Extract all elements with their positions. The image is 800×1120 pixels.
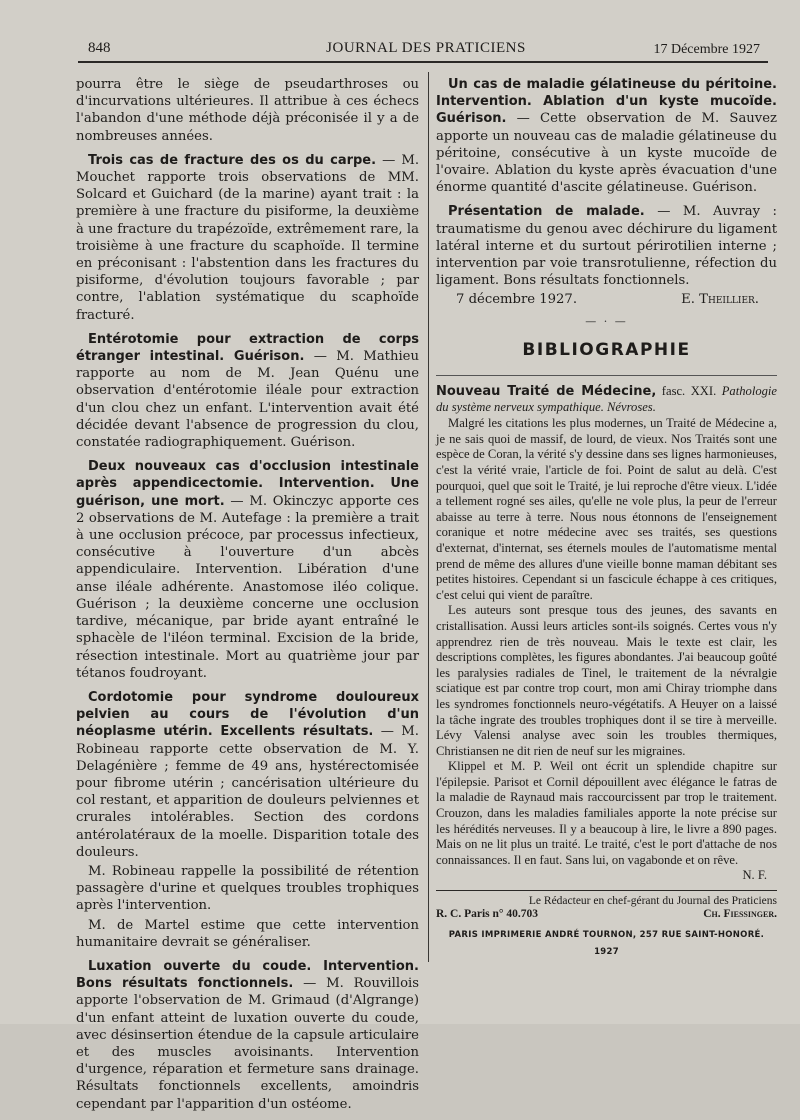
book-subject: Pathologie du système nerveux sympathique. Névroses. bbox=[436, 384, 777, 414]
right-column bbox=[436, 76, 777, 961]
article-title: Deux nouveaux cas d'occlusion intestinale après appendicectomie. Intervention. Une guérison, une mort. bbox=[76, 459, 419, 509]
article-body: — M. Mouchet rapporte trois observations de MM. Solcard et Guichard (de la marine) ayant trait : la première à une fracture du pisiforme, la deuxième à une fracture du trapézoïde, extrêmement rare, la troisième à une fracture du scaphoïde. Il termine en préconisant : l'abstention dans les fractures du pisiforme, d'évolution toujours favorable ; par contre, l'ablation systématique du scaphoïde fracturé. bbox=[76, 152, 420, 323]
article-title: Trois cas de fracture des os du carpe. bbox=[88, 152, 377, 168]
article-title: Entérotomie pour extraction de corps étranger intestinal. Guérison. bbox=[76, 331, 419, 365]
journal-title: JOURNAL DES PRATICIENS bbox=[326, 40, 526, 56]
issue-date: 17 Décembre 1927 bbox=[653, 42, 760, 57]
article-body: — M. Robineau rapporte cette observation de M. Y. Delagénière ; femme de 49 ans, hystérectomisée pour fibrome utérin ; cancérisation ultérieure du col restant, et apparition de douleurs pelviennes et crurales intolérables. Section des cordons antérolatéraux de la moelle. Disparition totale des douleurs. bbox=[76, 724, 419, 860]
report-signature bbox=[436, 291, 777, 308]
footer-registration bbox=[436, 908, 777, 921]
article-cordotomie bbox=[76, 689, 419, 861]
footer-rc: R. C. Paris n° 40.703 bbox=[436, 908, 539, 921]
review-paragraph-3: Klippel et M. P. Weil ont écrit un splendide chapitre sur l'épilepsie. Parisot et Cornil dépouillent avec élégance le fatras de la maladie de Raynaud mais raccourcissent par trop le traitement. Crouzon, dans les maladies familiales apporte la note précise sur les hérédités nerveuses. Il y a beaucoup à lire, le livre a 890 pages. Mais on ne lit plus un traité. Le traité, c'est le port d'attache de nos connaissances. Il en faut. Sans lui, on vagabonde et on rêve. bbox=[436, 759, 777, 867]
paragraph-de-martel: M. de Martel estime que cette intervention humanitaire devrait se généraliser. bbox=[76, 917, 419, 950]
bibliography-heading: BIBLIOGRAPHIE bbox=[522, 339, 691, 360]
footer-editor: Le Rédacteur en chef-gérant du Journal des Praticiens bbox=[528, 895, 777, 908]
header-rule bbox=[78, 61, 768, 63]
article-body: — M. Auvray : traumatisme du genou avec déchirure du ligament latéral interne et du surtout périrotilien interne ; intervention par voie transrotulienne, réfection du ligament. Bons résultats fonctionnels. bbox=[436, 204, 777, 289]
bibliography-rule bbox=[436, 375, 777, 376]
ornament-divider: — · — bbox=[585, 314, 628, 328]
article-title: Présentation de malade. bbox=[448, 204, 645, 220]
book-title: Nouveau Traité de Médecine, bbox=[436, 384, 657, 400]
article-presentation bbox=[436, 203, 777, 289]
article-peritoine bbox=[436, 76, 777, 196]
review-paragraph-2: Les auteurs sont presque tous des jeunes, des savants en cristallisation. Aussi leurs articles sont-ils soignés. Certes vous n'y apprendrez rien de très nouveau. Mais le texte est clair, les descriptions complètes, les figures abondantes. J'ai beaucoup goûté les paralysies radiales de Tinel, le traitement de la névralgie sciatique est par contre trop court, mon ami Chiray triomphe dans les syndromes fonctionnels neuro-végétatifs. A Heuyer on a laissé la tâche ingrate des troubles trophiques dont il se tire à merveille. Lévy Valensi analyse avec soin les troubles thermiques, Christiansen ne dit rien de neuf sur les migraines. bbox=[436, 603, 777, 758]
article-luxation bbox=[76, 958, 419, 1113]
book-review bbox=[436, 384, 777, 884]
article-title: Luxation ouverte du coude. Intervention. Bons résultats fonctionnels. bbox=[76, 958, 419, 992]
article-title: Cordotomie pour syndrome douloureux pelvien au cours de l'évolution d'un néoplasme utérin. Excellents résultats. bbox=[76, 689, 419, 740]
column-divider bbox=[428, 72, 429, 962]
article-body: — M. Okinczyc apporte ces 2 observations de M. Autefage : la première a trait à une occlusion précoce, par processus infectieux, consécutive à l'ouverture d'un abcès appendiculaire. Intervention. Libération d'une anse iléale adhérente. Anastomose iléo colique. Guérison ; la deuxième concerne une occlusion tardive, mécanique, par bride ayant entraîné le sphacèle de l'iléon terminal. Excision de la bride, résection intestinale. Mort au quatrième jour par tétanos foudroyant. bbox=[76, 493, 419, 681]
book-fascicle: fasc. XXI. bbox=[661, 384, 717, 399]
signature-date: 7 décembre 1927. bbox=[456, 292, 578, 308]
review-signature: N. F. bbox=[742, 868, 767, 883]
footer-printer: PARIS IMPRIMERIE ANDRÉ TOURNON, 257 RUE SAINT-HONORÉ. 1927 bbox=[448, 930, 765, 958]
footer-editor-name: Ch. Fiessinger. bbox=[703, 908, 777, 921]
article-title: Un cas de maladie gélatineuse du péritoine. Intervention. Ablation d'un kyste mucoïde. Guérison. bbox=[436, 77, 777, 127]
article-body: — M. Rouvillois apporte l'observation de M. Grimaud (d'Algrange) d'un enfant atteint de luxation ouverte du coude, avec désinsertion étendue de la capsule articulaire et des muscles avoisinants. Intervention d'urgence, réparation et fermeture sans drainage. Résultats fonctionnels excellents, amoindris cependant par l'apparition d'un ostéome. bbox=[76, 976, 419, 1112]
paragraph-robineau: M. Robineau rappelle la possibilité de rétention passagère d'urine et quelques troubles trophiques après l'intervention. bbox=[76, 863, 419, 914]
signature-author: E. Theillier. bbox=[681, 292, 759, 308]
running-header bbox=[88, 38, 764, 60]
article-carpe bbox=[76, 152, 419, 324]
article-enterotomie bbox=[76, 331, 419, 451]
review-paragraph-1: Malgré les citations les plus modernes, un Traité de Médecine a, je ne sais quoi de massif, de lourd, de vieux. Nos Traités sont une espèce de Coran, la vérité s'y dessine dans ses lignes harmonieuses, c'est la vérité vraie, l'article de foi. Point de salut au delà. C'est pourquoi, quel que soit le Traité, je lui reproche d'être vieux. L'idée a tellement rogné ses ailes, qu'elle ne vole plus, la peur de l'erreur abaisse au terre à terre. Nous nous étonnons de l'enseignement coranique et notre médecine avec ses traités, ses questions d'externat, d'internat, ses éternels moules de l'automatisme mental prend de même des allures d'une vieille bonne maman débitant ses petites histoires. Cependant si un fascicule échappe à ces critiques, c'est celui qui vient de paraître. bbox=[436, 416, 777, 602]
page-number: 848 bbox=[88, 40, 111, 56]
article-occlusion bbox=[76, 458, 419, 682]
left-column bbox=[76, 76, 419, 1120]
article-body: — M. Mathieu rapporte au nom de M. Jean Quénu une observation d'entérotomie iléale pour extraction d'un clou chez un enfant. L'intervention avait été décidée devant l'absence de progression du clou, constatée radiographiquement. Guérison. bbox=[76, 349, 419, 451]
article-body: — Cette observation de M. Sauvez apporte un nouveau cas de maladie gélatineuse du péritoine, consécutive à un kyste mucoïde de l'ovaire. Ablation du kyste après évacuation d'une énorme quantité d'ascite gélatineuse. Guérison. bbox=[436, 111, 777, 196]
paragraph-intro: pourra être le siège de pseudarthroses ou d'incurvations ultérieures. Il attribue à ces échecs l'abandon d'une méthode déjà préconisée il y a de nombreuses années. bbox=[76, 77, 419, 144]
footer-rule bbox=[436, 890, 777, 891]
book-reference bbox=[436, 384, 777, 415]
